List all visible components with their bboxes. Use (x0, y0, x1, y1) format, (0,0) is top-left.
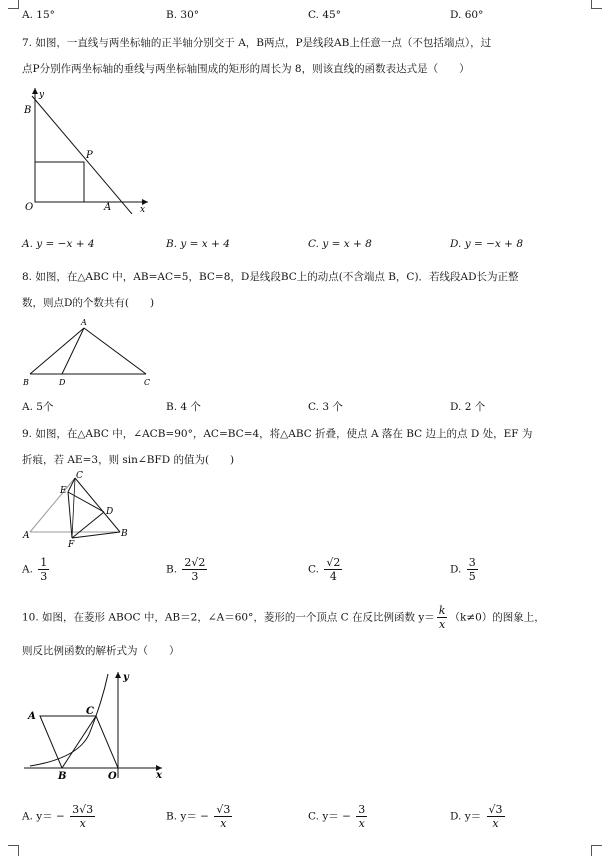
q10-k-over-x (437, 604, 448, 631)
crop-mark-top-right (591, 0, 602, 9)
q8-text-line1: 8. 如图，在△ABC 中，AB=AC=5，BC=8，D是线段BC上的动点(不含端点 B，C)．若线段AD长为正整 (22, 271, 519, 283)
q7-text-line1: 7. 如图，一直线与两坐标轴的正半轴分别交于 A，B两点，P是线段AB上任意一点（不包括端点），过 (22, 37, 492, 49)
q9-figure (20, 470, 132, 548)
q10-option-a-denominator: x (79, 817, 86, 830)
q9-option-d-fraction (467, 556, 478, 583)
q8-label-d: D (59, 378, 66, 387)
q10-option-b-numerator: √3 (216, 803, 231, 816)
q10-text-line2: 则反比例函数的解析式为（ ） (22, 645, 180, 657)
q8-option-a[interactable]: A. 5个 (22, 401, 54, 413)
q9-option-d-denominator: 5 (468, 570, 476, 583)
q10-option-c-numerator: 3 (358, 803, 366, 816)
q10-option-b-denominator: x (220, 817, 227, 830)
q8-text-line2: 数，则点D的个数共有( ) (22, 297, 155, 309)
q9-label-e: E (60, 486, 67, 496)
q10-option-a-fraction (70, 803, 95, 830)
q9-option-d[interactable] (450, 556, 480, 583)
q10-option-c-fraction (356, 803, 367, 830)
q9-option-c-numerator: √2 (326, 556, 341, 569)
q8-label-a: A (81, 318, 87, 327)
q10-k-denominator: x (439, 618, 446, 631)
q10-text-line1-part-b: （k≠0）的图象上， (449, 611, 545, 624)
q9-option-b-denominator: 3 (191, 570, 199, 583)
q10-option-a-numerator: 3√3 (72, 803, 94, 816)
q9-option-c-label: C. (308, 563, 319, 576)
q6-option-c[interactable]: C. 45° (308, 9, 341, 21)
q8-figure (20, 316, 160, 388)
crop-mark-bottom-left (8, 845, 19, 856)
q9-label-a: A (23, 531, 30, 541)
crop-mark-bottom-right (591, 845, 602, 856)
q9-option-c-fraction (324, 556, 342, 583)
q10-option-d-label: D. y＝ (450, 810, 482, 823)
q10-label-a: A (28, 711, 36, 722)
q7-label-y: y (39, 90, 45, 100)
q9-text-line1: 9. 如图，在△ABC 中，∠ACB=90°，AC=BC=4，将△ABC 折叠，使点 A 落在 BC 边上的点 D 处，EF 为 (22, 428, 533, 440)
q7-label-b: B (24, 105, 32, 116)
q10-option-d-denominator: x (492, 817, 499, 830)
q10-option-b[interactable] (166, 803, 234, 830)
q10-label-x: x (156, 770, 162, 780)
q10-option-a[interactable] (22, 803, 97, 830)
q10-option-b-fraction (214, 803, 232, 830)
q10-label-y: y (123, 672, 129, 683)
q8-label-c: C (144, 378, 151, 387)
crop-mark-top-left (8, 0, 19, 9)
q10-label-b: B (58, 771, 67, 780)
q9-option-a-numerator: 1 (40, 556, 48, 569)
q9-option-c[interactable] (308, 556, 344, 583)
q7-label-a: A (104, 202, 112, 213)
q6-option-b[interactable]: B. 30° (166, 9, 200, 21)
q8-option-b[interactable]: B. 4 个 (166, 401, 201, 413)
q8-option-d[interactable]: D. 2 个 (450, 401, 486, 413)
q9-label-b: B (121, 529, 128, 539)
q7-label-p: P (86, 150, 93, 161)
q9-option-a[interactable] (22, 556, 51, 583)
q10-option-b-label: B. y＝ − (166, 810, 209, 823)
q9-label-c: C (76, 471, 83, 481)
q7-option-c[interactable]: C. y = x + 8 (308, 238, 372, 250)
q7-label-x: x (140, 205, 146, 214)
q10-figure (20, 662, 170, 780)
q9-option-d-numerator: 3 (468, 556, 476, 569)
q9-text-line2: 折痕，若 AE=3，则 sin∠BFD 的值为( ) (22, 454, 235, 466)
q10-option-c-denominator: x (358, 817, 365, 830)
q9-option-a-denominator: 3 (40, 570, 48, 583)
q9-option-b-label: B. (166, 563, 178, 576)
q10-text-line1 (22, 604, 545, 631)
q9-option-d-label: D. (450, 563, 462, 576)
q10-text-line1-part-a: 10. 如图，在菱形 ABOC 中，AB＝2，∠A＝60°，菱形的一个顶点 C 在反比例函数 y＝ (22, 611, 435, 624)
q9-option-b-numerator: 2√2 (184, 556, 206, 569)
q9-label-d: D (106, 507, 114, 517)
q10-option-d-numerator: √3 (488, 803, 503, 816)
q6-option-a[interactable]: A. 15° (22, 9, 55, 21)
q10-option-d-fraction (487, 803, 505, 830)
q9-option-a-label: A. (22, 563, 33, 576)
q10-option-a-label: A. y＝ − (22, 810, 65, 823)
q7-text-line2: 点P分别作两坐标轴的垂线与两坐标轴围成的矩形的周长为 8，则该直线的函数表达式是（ ） (22, 63, 470, 75)
q10-option-c[interactable] (308, 803, 369, 830)
q10-k-numerator: k (438, 604, 446, 617)
q7-option-a[interactable]: A. y = −x + 4 (22, 238, 95, 250)
q7-label-o: O (25, 202, 34, 213)
q7-option-d[interactable]: D. y = −x + 8 (450, 238, 523, 250)
q8-label-b: B (23, 378, 29, 387)
q9-option-a-fraction (38, 556, 49, 583)
q7-figure (20, 84, 150, 214)
q9-label-f: F (68, 540, 75, 548)
q9-option-b[interactable] (166, 556, 209, 583)
q7-option-b[interactable]: B. y = x + 4 (166, 238, 230, 250)
q10-option-d[interactable] (450, 803, 507, 830)
q10-label-c: C (86, 706, 94, 717)
q8-option-c[interactable]: C. 3 个 (308, 401, 343, 413)
q6-option-d[interactable]: D. 60° (450, 9, 484, 21)
q10-label-o: O (108, 771, 117, 780)
q9-option-c-denominator: 4 (329, 570, 337, 583)
q9-option-b-fraction (182, 556, 207, 583)
q10-option-c-label: C. y＝ − (308, 810, 351, 823)
